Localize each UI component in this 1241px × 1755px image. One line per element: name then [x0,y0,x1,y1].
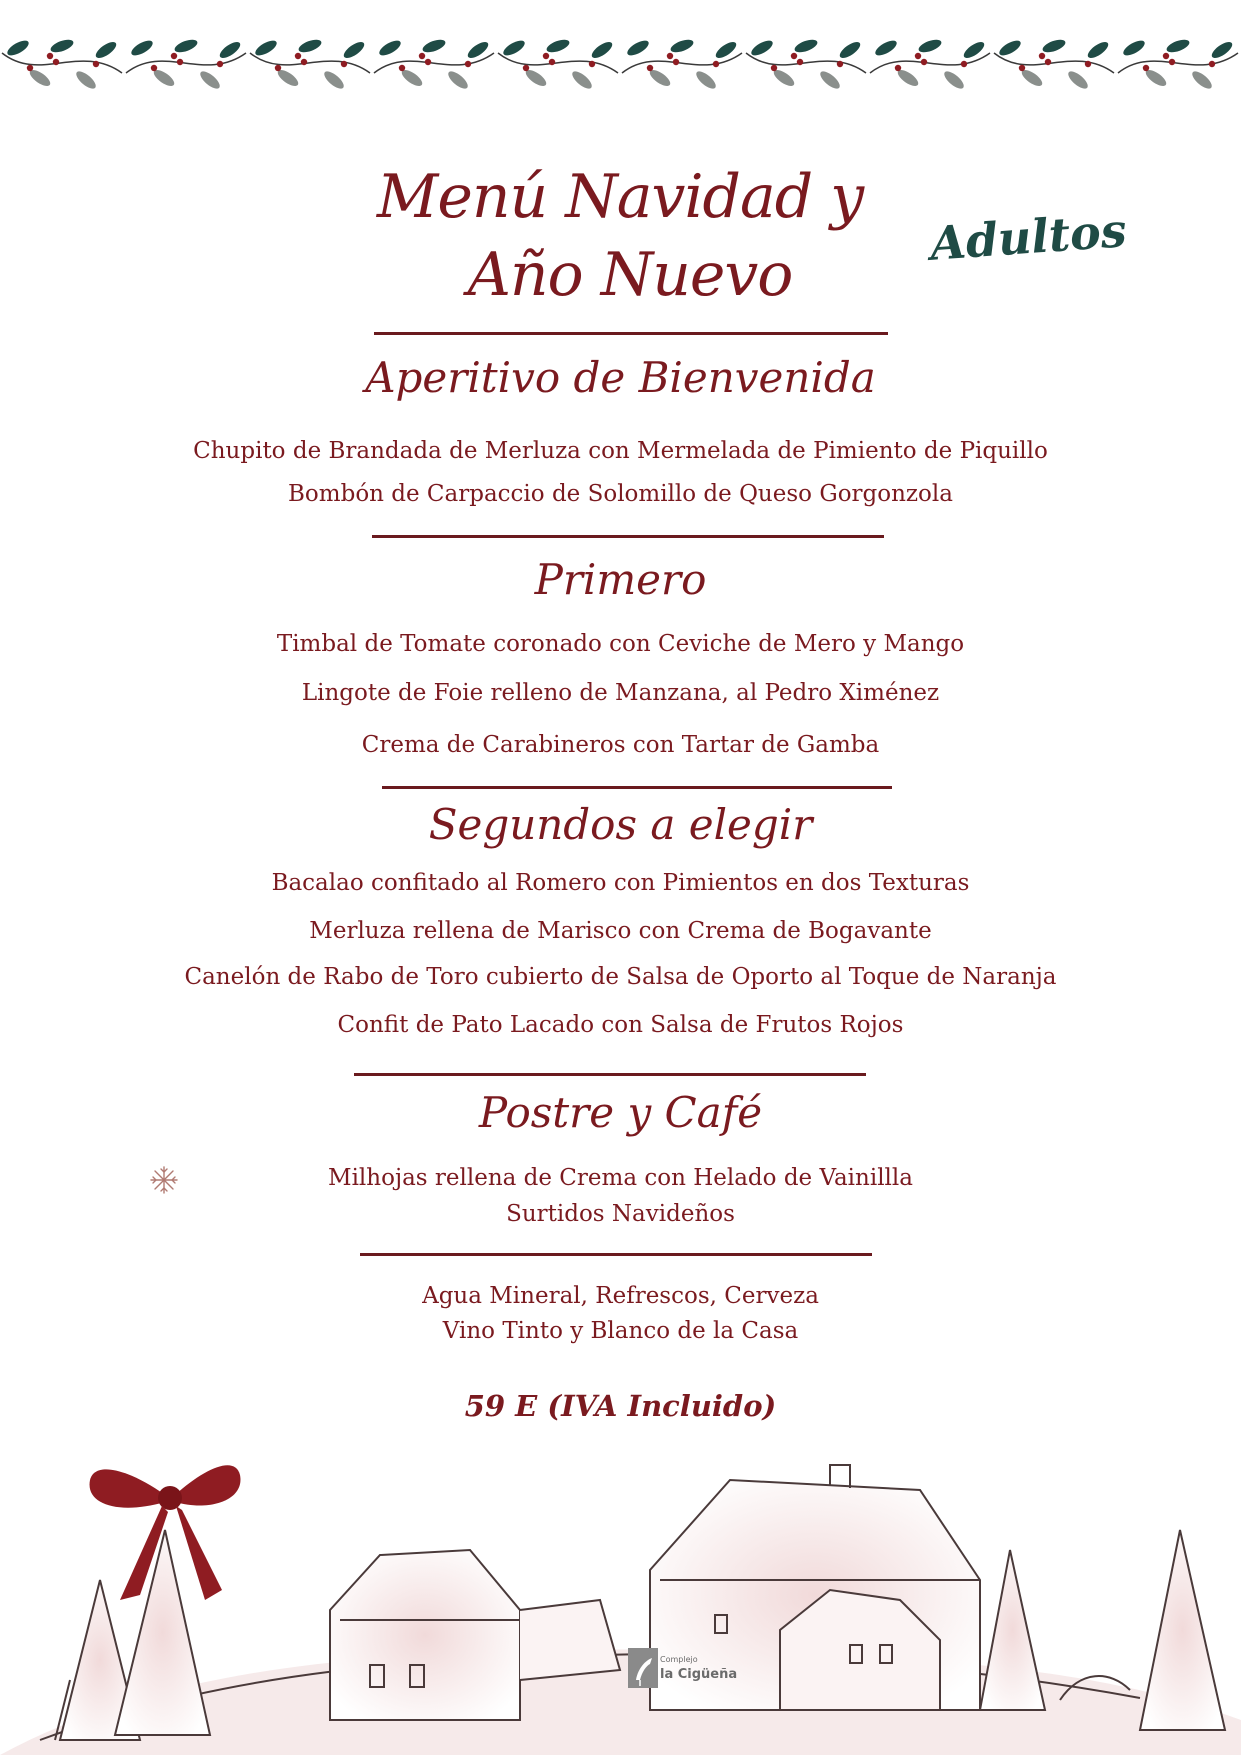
holly-sprig-icon [498,37,618,91]
snowflake-icon [148,1164,180,1196]
holly-sprig-icon [1118,37,1238,91]
holly-garland [0,18,1241,108]
holly-sprig-icon [622,37,742,91]
holly-sprig-icon [746,37,866,91]
menu-item: Timbal de Tomate coronado con Ceviche de Mero y Mango [276,631,965,657]
divider [354,1073,866,1076]
menu-item: Bombón de Carpaccio de Solomillo de Queso Gorgonzola [288,481,953,507]
menu-item: Bacalao confitado al Romero con Pimientos en dos Texturas [271,870,970,896]
drinks-line: Vino Tinto y Blanco de la Casa [442,1318,799,1344]
divider [382,786,892,789]
holly-sprig-icon [994,37,1114,91]
holly-sprig-icon [374,37,494,91]
logo-line-1: Complejo [660,1655,698,1664]
menu-title-line-2: Año Nuevo [467,240,793,310]
section-heading-segundos: Segundos a elegir [428,800,813,849]
winter-village-illustration [0,1440,1241,1755]
menu-item: Canelón de Rabo de Toro cubierto de Salsa de Oporto al Toque de Naranja [184,964,1057,990]
menu-item: Lingote de Foie relleno de Manzana, al Pedro Ximénez [301,680,940,706]
section-heading-postre: Postre y Café [478,1088,763,1137]
section-heading-primero: Primero [534,555,707,604]
divider [372,535,884,538]
holly-sprig-icon [250,37,370,91]
menu-item: Surtidos Navideños [506,1201,735,1227]
holly-sprig-icon [126,37,246,91]
holly-sprig-icon [870,37,990,91]
menu-item: Crema de Carabineros con Tartar de Gamba [361,732,880,758]
menu-item: Confit de Pato Lacado con Salsa de Frutos Rojos [337,1012,904,1038]
drinks-line: Agua Mineral, Refrescos, Cerveza [422,1283,819,1309]
menu-title-line-1: Menú Navidad y [376,162,864,232]
menu-price: 59 E (IVA Incluido) [464,1389,777,1423]
menu-item: Milhojas rellena de Crema con Helado de Vainillla [328,1165,913,1191]
section-heading-aperitivo: Aperitivo de Bienvenida [365,353,876,402]
divider [374,332,888,335]
logo [628,1648,738,1708]
divider [360,1253,872,1256]
audience-label: Adultos [928,203,1129,271]
holly-sprig-icon [2,37,122,91]
menu-item: Merluza rellena de Marisco con Crema de Bogavante [309,918,932,944]
logo-line-2: la Cigüeña [660,1667,738,1682]
menu-item: Chupito de Brandada de Merluza con Mermelada de Pimiento de Piquillo [193,438,1048,464]
